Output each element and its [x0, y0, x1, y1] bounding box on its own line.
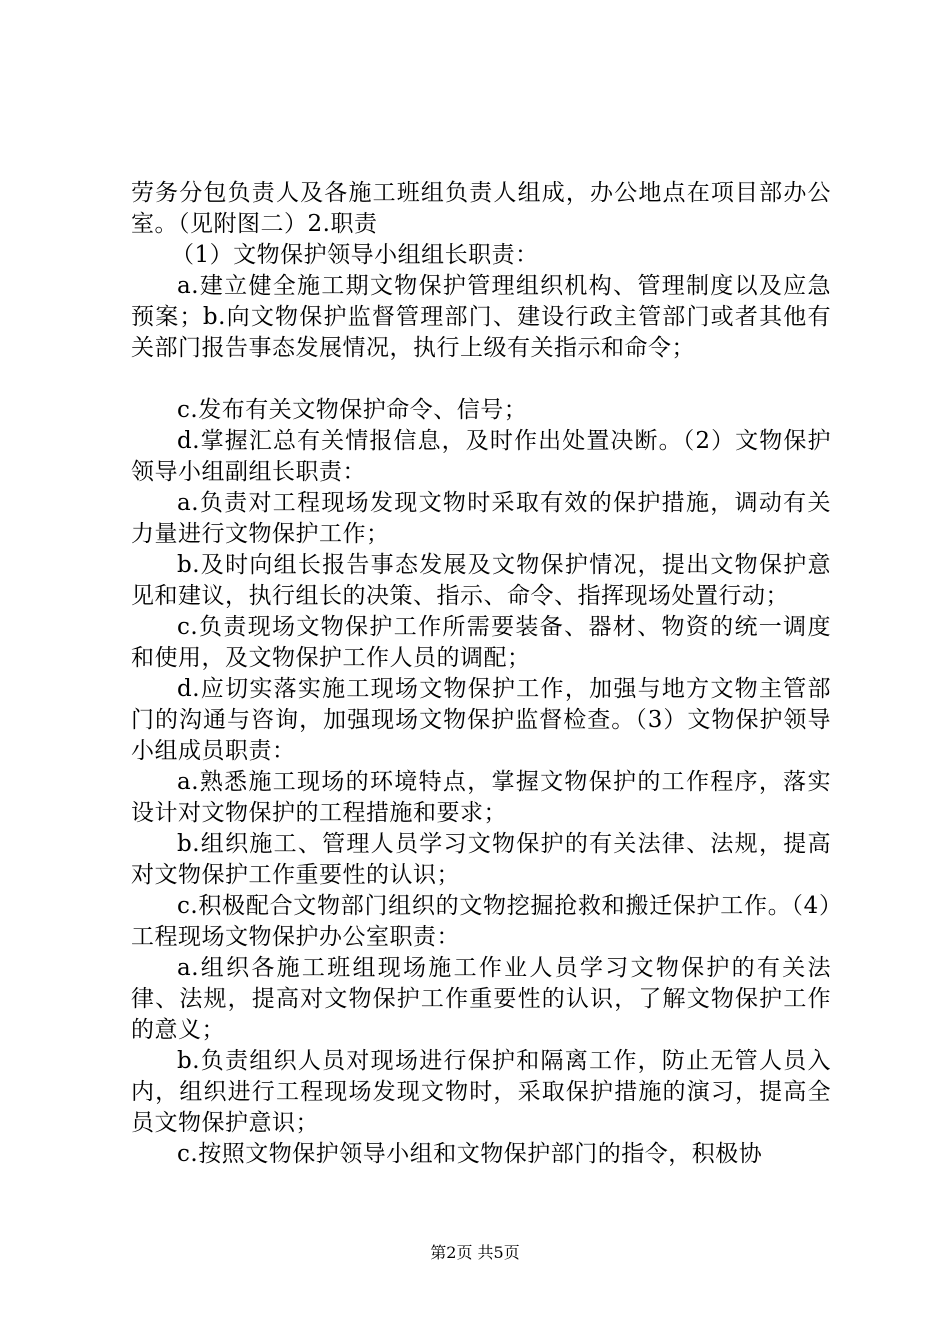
paragraph-deputy-duty-c: c.负责现场文物保护工作所需要装备、器材、物资的统一调度和使用，及文物保护工作人员的调配；	[131, 614, 831, 671]
paragraph-org-composition: 劳务分包负责人及各施工班组负责人组成，办公地点在项目部办公室。（见附图二）2.职责	[131, 180, 831, 237]
document-body	[131, 178, 831, 1170]
paragraph-member-duty-c: c.积极配合文物部门组织的文物挖掘抢救和搬迁保护工作。（4）工程现场文物保护办公室职责：	[131, 893, 831, 950]
paragraph-office-duty-b: b.负责组织人员对现场进行保护和隔离工作，防止无管人员入内，组织进行工程现场发现文物时，采取保护措施的演习，提高全员文物保护意识；	[131, 1048, 831, 1136]
paragraph-office-duty-a: a.组织各施工班组现场施工作业人员学习文物保护的有关法律、法规，提高对文物保护工作重要性的认识，了解文物保护工作的意义；	[131, 955, 831, 1043]
paragraph-leader-duty-d: d.掌握汇总有关情报信息，及时作出处置决断。（2）文物保护领导小组副组长职责：	[131, 428, 831, 485]
paragraph-leader-duty-c: c.发布有关文物保护命令、信号；	[177, 397, 528, 423]
paragraph-leader-duty-a-b: a.建立健全施工期文物保护管理组织机构、管理制度以及应急预案；b.向文物保护监督管理部门、建设行政主管部门或者其他有关部门报告事态发展情况，执行上级有关指示和命令；	[131, 273, 831, 361]
paragraph-member-duty-b: b.组织施工、管理人员学习文物保护的有关法律、法规，提高对文物保护工作重要性的认识；	[131, 831, 831, 888]
paragraph-member-duty-a: a.熟悉施工现场的环境特点，掌握文物保护的工作程序，落实设计对文物保护的工程措施和要求；	[131, 769, 831, 826]
paragraph-section-1-heading: （1）文物保护领导小组组长职责：	[171, 242, 539, 268]
paragraph-deputy-duty-d: d.应切实落实施工现场文物保护工作，加强与地方文物主管部门的沟通与咨询，加强现场文物保护监督检查。（3）文物保护领导小组成员职责：	[131, 676, 831, 764]
paragraph-deputy-duty-a: a.负责对工程现场发现文物时采取有效的保护措施，调动有关力量进行文物保护工作；	[131, 490, 831, 547]
paragraph-office-duty-c: c.按照文物保护领导小组和文物保护部门的指令，积极协	[177, 1141, 763, 1167]
page-number-footer: 第2页 共5页	[430, 1243, 520, 1262]
paragraph-deputy-duty-b: b.及时向组长报告事态发展及文物保护情况，提出文物保护意见和建议，执行组长的决策、指示、命令、指挥现场处置行动；	[131, 552, 831, 609]
